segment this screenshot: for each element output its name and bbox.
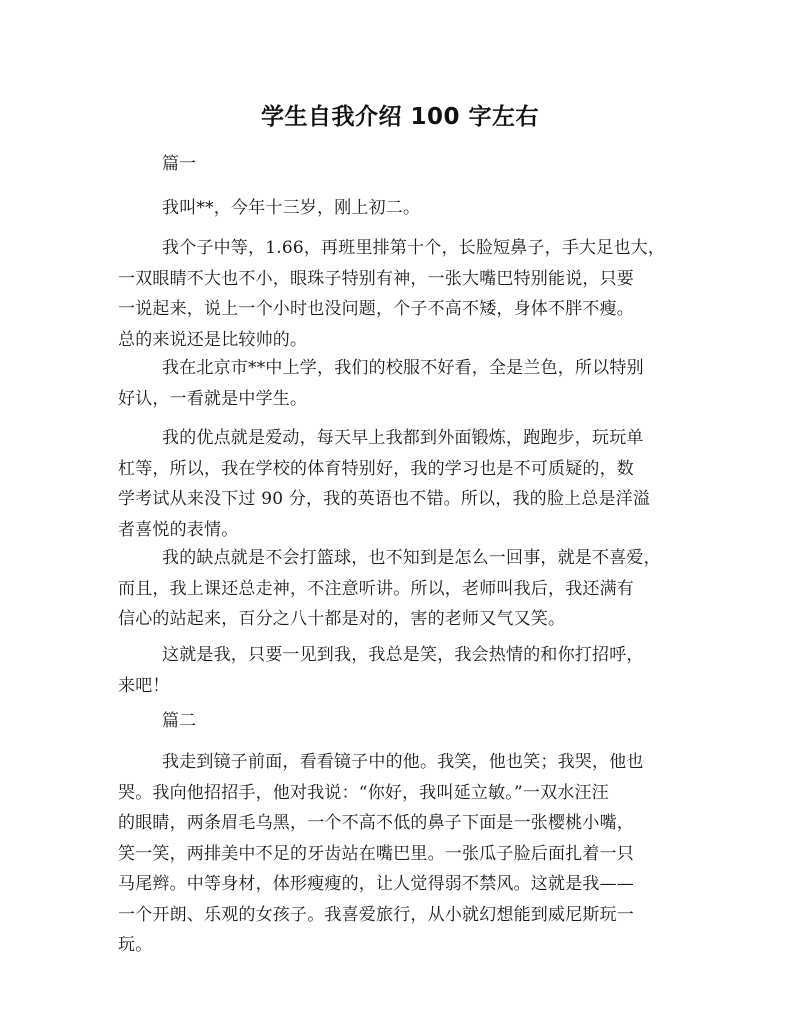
paragraph-line: 我叫**，今年十三岁，刚上初二。 xyxy=(162,198,421,218)
paragraph-line: 我走到镜子前面，看看镜子中的他。我笑，他也笑；我哭，他也 xyxy=(162,752,644,772)
section-heading-2: 篇二 xyxy=(162,711,196,731)
paragraph-line: 一个开朗、乐观的女孩子。我喜爱旅行，从小就幻想能到威尼斯玩一 xyxy=(118,904,634,925)
paragraph-line: 好认，一看就是中学生。 xyxy=(118,388,308,409)
paragraph xyxy=(118,543,698,635)
paragraph xyxy=(118,640,698,701)
paragraph xyxy=(118,193,698,224)
paragraph xyxy=(118,747,698,961)
paragraph-line: 马尾辫。中等身材，体形瘦瘦的，让人觉得弱不禁风。这就是我—— xyxy=(118,874,634,894)
paragraph-line: 我在北京市**中上学，我们的校服不好看，全是兰色，所以特别 xyxy=(162,358,644,378)
paragraph-line: 的眼睛，两条眉毛乌黑，一个不高不低的鼻子下面是一张樱桃小嘴， xyxy=(118,813,634,833)
paragraph-line: 一说起来，说上一个小时也没问题，个子不高不矮，身体不胖不瘦。 xyxy=(118,299,634,319)
paragraph-line: 来吧！ xyxy=(118,675,170,696)
paragraph xyxy=(118,353,698,414)
paragraph-line: 总的来说还是比较帅的。 xyxy=(118,329,308,350)
paragraph-line: 这就是我，只要一见到我，我总是笑，我会热情的和你打招呼， xyxy=(162,645,644,665)
paragraph-line: 学考试从来没下过 90 分，我的英语也不错。所以，我的脸上总是洋溢 xyxy=(118,489,651,509)
paragraph-line: 我的缺点就是不会打篮球，也不知到是怎么一回事，就是不喜爱， xyxy=(162,548,661,568)
paragraph-line: 信心的站起来，百分之八十都是对的，害的老师又气又笑。 xyxy=(118,609,566,629)
paragraph-line: 我的优点就是爱动，每天早上我都到外面锻炼，跑跑步，玩玩单 xyxy=(162,428,644,448)
paragraph xyxy=(118,233,698,355)
paragraph xyxy=(118,423,698,545)
document-title: 学生自我介绍 100 字左右 xyxy=(260,104,540,130)
paragraph-line: 杠等，所以，我在学校的体育特别好，我的学习也是不可质疑的，数 xyxy=(118,458,634,479)
paragraph-line: 而且，我上课还总走神，不注意听讲。所以，老师叫我后，我还满有 xyxy=(118,578,634,599)
paragraph-line: 笑一笑，两排美中不足的牙齿站在嘴巴里。一张瓜子脸后面扎着一只 xyxy=(118,843,634,864)
paragraph-line: 一双眼睛不大也不小，眼珠子特别有神，一张大嘴巴特别能说，只要 xyxy=(118,268,634,289)
paragraph-line: 者喜悦的表情。 xyxy=(118,519,239,540)
section-heading-1: 篇一 xyxy=(162,154,196,174)
paragraph-line: 我个子中等，1.66，再班里排第十个，长脸短鼻子，手大足也大， xyxy=(162,238,666,258)
paragraph-line: 玩。 xyxy=(118,935,153,955)
paragraph-line: 哭。我向他招招手，他对我说：“你好，我叫延立敏。”一双水汪汪 xyxy=(118,782,609,803)
